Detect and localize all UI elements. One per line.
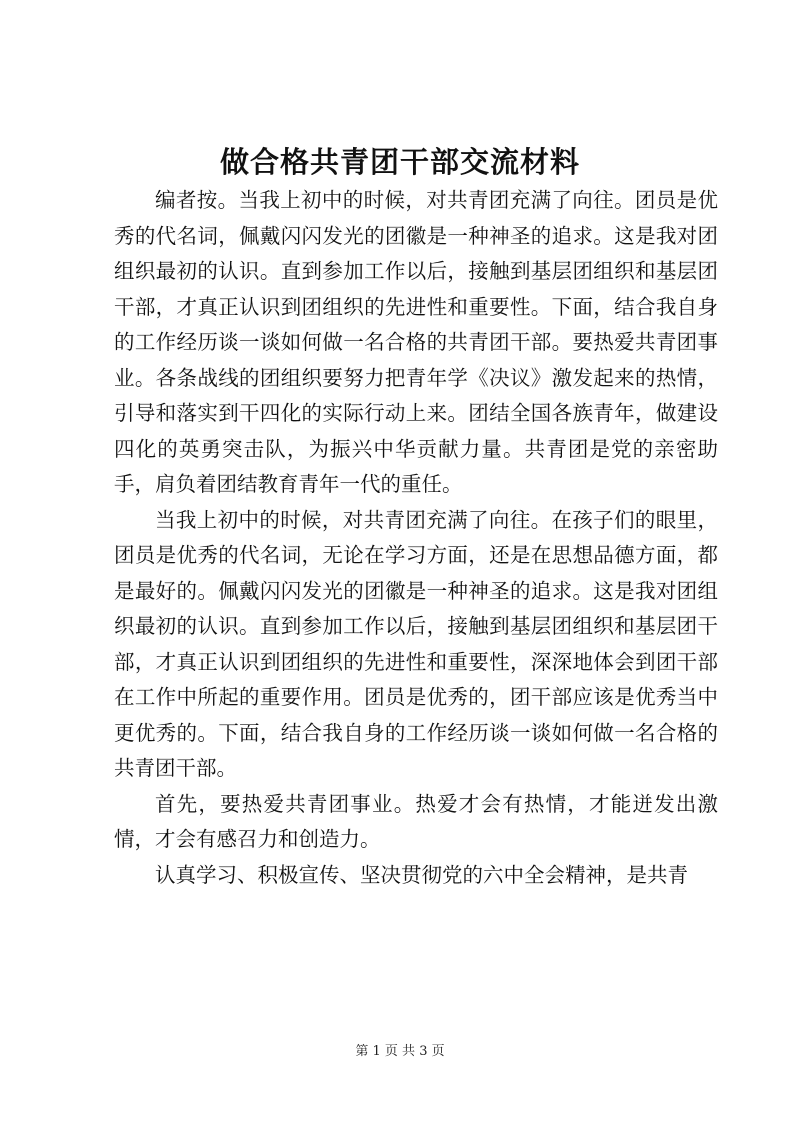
paragraph-recollection: 当我上初中的时候，对共青团充满了向往。在孩子们的眼里，团员是优秀的代名词，无论在学习方面，还是在思想品德方面，都是最好的。佩戴闪闪发光的团徽是一种神圣的追求。这是我对团组织最初的认识。直到参加工作以后，接触到基层团组织和基层团干部，才真正认识到团组织的先进性和重要性，深深地体会到团干部在工作中所起的重要作用。团员是优秀的，团干部应该是优秀当中更优秀的。下面，结合我自身的工作经历谈一谈如何做一名合格的共青团干部。 <box>114 507 718 780</box>
paragraph-first-point: 首先，要热爱共青团事业。热爱才会有热情，才能迸发出激情，才会有感召力和创造力。 <box>114 791 718 851</box>
paragraph-continuation: 认真学习、积极宣传、坚决贯彻党的六中全会精神，是共青 <box>155 862 688 887</box>
document-title: 做合格共青团干部交流材料 <box>219 145 580 179</box>
paragraph-editor-note: 编者按。当我上初中的时候，对共青团充满了向往。团员是优秀的代名词，佩戴闪闪发光的团徽是一种神圣的追求。这是我对团组织最初的认识。直到参加工作以后，接触到基层团组织和基层团干部，才真正认识到团组织的先进性和重要性。下面，结合我自身的工作经历谈一谈如何做一名合格的共青团干部。要热爱共青团事业。各条战线的团组织要努力把青年学《决议》激发起来的热情，引导和落实到干四化的实际行动上来。团结全国各族青年，做建设四化的英勇突击队，为振兴中华贡献力量。共青团是党的亲密助手，肩负着团结教育青年一代的重任。 <box>114 188 718 496</box>
document-body <box>114 183 718 893</box>
page-number-footer: 第 1 页 共 3 页 <box>355 1044 445 1059</box>
